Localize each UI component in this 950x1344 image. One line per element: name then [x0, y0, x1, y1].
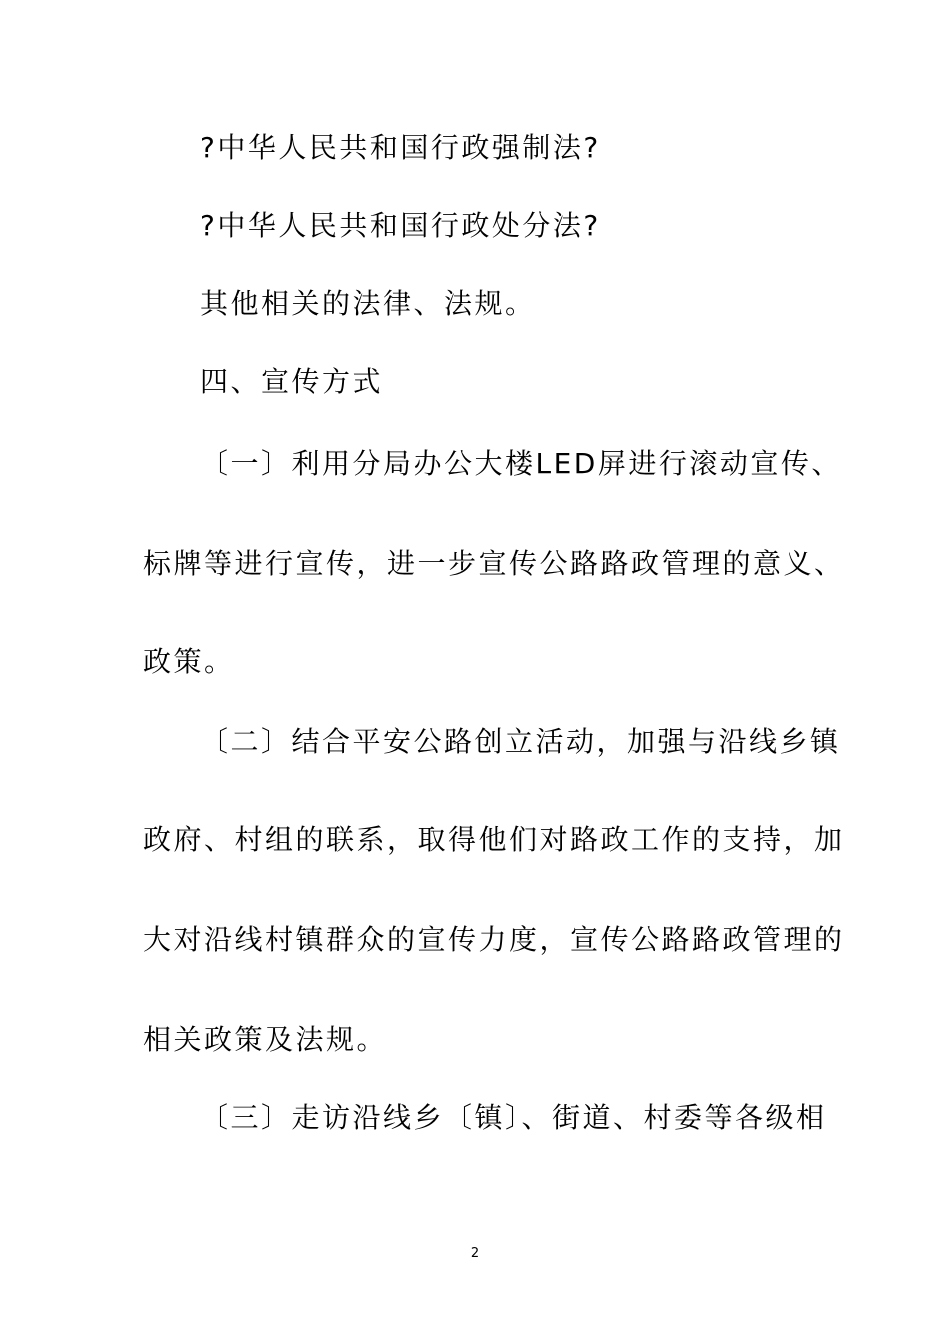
text-line: 标牌等进行宣传，进一步宣传公路路政管理的意义、 [143, 547, 845, 580]
text-line: 〔三〕走访沿线乡〔镇〕、街道、村委等各级相 [200, 1101, 827, 1134]
text-line: 其他相关的法律、法规。 [200, 287, 536, 320]
text-line: 大对沿线村镇群众的宣传力度，宣传公路路政管理的 [143, 923, 845, 956]
page-number: 2 [470, 1246, 480, 1261]
text-line: 〔二〕结合平安公路创立活动，加强与沿线乡镇 [200, 725, 841, 758]
section-heading: 四、宣传方式 [200, 365, 384, 398]
text-line: 政府、村组的联系，取得他们对路政工作的支持，加 [143, 823, 845, 856]
text-line: ?中华人民共和国行政处分法? [200, 209, 601, 242]
text-line: 相关政策及法规。 [143, 1023, 388, 1056]
text-line: 政策。 [143, 645, 235, 678]
text-line: 〔一〕利用分局办公大楼LED屏进行滚动宣传、 [200, 447, 842, 480]
text-line: ?中华人民共和国行政强制法? [200, 131, 601, 164]
